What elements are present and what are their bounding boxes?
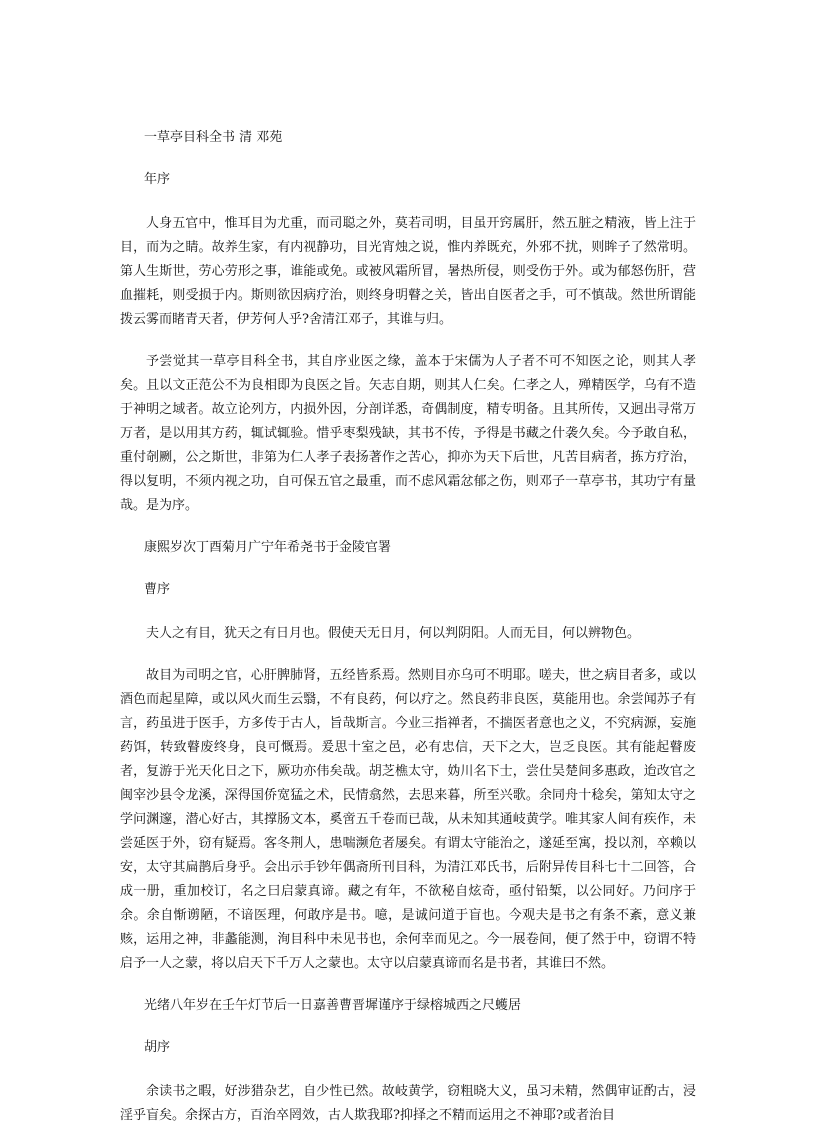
- section-heading-hu: 胡序: [144, 1040, 171, 1055]
- section-heading-nian: 年序: [144, 172, 171, 187]
- paragraph: 夫人之有目，犹天之有日月也。假使天无日月，何以判阴阳。人而无目，何以辨物色。: [146, 626, 641, 641]
- signature-nian: 康熙岁次丁酉菊月广宁年希尧书于金陵官署: [144, 540, 392, 555]
- paragraph: 故目为司明之官，心肝脾肺肾，五经皆系焉。然则目亦乌可不明耶。嗟夫，世之病目者多，或以酒色而起星障，或以风火而生云翳，不有良药，何以疗之。然良药非良医，莫能用也。余尝闻苏子有言，药虽进于医手，方多传于古人，旨哉斯言。今业三指禅者，不揣医者意也之义，不究病源，妄施药饵，转致瞽废终身，良可慨焉。爰思十室之邑，必有忠信，天下之大，岂乏良医。其有能起瞽废者，复游于光天化日之下，厥功亦伟矣哉。胡芝樵太守，妫川名下士，尝仕吴楚间多惠政，迨改官之闽宰沙县令龙溪，深得国侨宽猛之术，民情翕然，去思来暮，所至兴歌。余同舟十稔矣，第知太守之学问渊邃，潜心好古，其撑肠文本，奚啻五千卷而已哉，从未知其通岐黄学。唯其家人间有疾作，未尝延医于外，窃有疑焉。客冬荆人，患喘濒危者屡矣。有谓太守能治之，遂延至寓，投以剂，卒赖以安，太守其扁鹊后身乎。会出示手钞年偶斋所刊目科，为清江邓氏书，后附异传目科七十二回答，合成一册，重加校订，名之曰启蒙真谛。藏之有年，不欲秘自炫奇，亟付铅椠，以公同好。乃问序于余。余自惭谫陋，不谙医理，何敢序是书。噫，是诚问道于盲也。今观夫是书之有条不紊，意义兼赅，运用之神，非蠡能测，洵目科中未见书也，余何幸而见之。今一展卷间，便了然于中，窃谓不特启予一人之蒙，将以启天下千万人之蒙也。太守以启蒙真谛而名是书者，其谁曰不然。: [120, 668, 696, 971]
- paragraph: 予尝觉其一草亭目科全书，其自序业医之缘，盖本于宋儒为人子者不可不知医之论，则其人孝矣。且以文正范公不为良相即为良医之旨。矢志自期，则其人仁矣。仁孝之人，殚精医学，乌有不造于神明之域者。故立论列方，内损外因，分剖详悉，奇偶制度，精专明备。且其所传，又迥出寻常万万者，是以用其方药，辄试辄验。惜乎枣梨残缺，其书不传，予得是书藏之什袭久矣。今予敢自私，重付剞劂，公之斯世，非第为仁人孝子表扬著作之苦心，抑亦为天下后世，凡苦目病者，拣方疗治，得以复明，不须内视之功，自可保五官之最重，而不虑风霜忿郁之伤，则邓子一草亭书，其功宁有量哉。是为序。: [120, 354, 696, 513]
- paragraph: 余读书之暇，好涉猎杂艺，自少性已然。故岐黄学，窃粗晓大义，虽习未精，然偶审证酌古，浸淫乎盲矣。余探古方，百治卒罔效，古人欺我耶?抑择之不精而运用之不神耶?或者治目: [120, 1084, 696, 1123]
- signature-cao: 光绪八年岁在壬午灯节后一日嘉善曹晋墀谨序于绿榕城西之尺蠖居: [144, 998, 522, 1013]
- section-heading-cao: 曹序: [144, 582, 171, 597]
- document-page: [120, 126, 696, 1128]
- paragraph: 人身五官中，惟耳目为尤重，而司聪之外，莫若司明，目虽开窍属肝，然五脏之精液，皆上注于目，而为之睛。故养生家，有内视静功，目光宵烛之说，惟内养既充，外邪不扰，则眸子了然常明。第人生斯世，劳心劳形之事，谁能或免。或被风霜所冒，暑热所侵，则受伤于外。或为郁怒伤肝，营血摧耗，则受损于内。斯则欲因病疗治，则终身明瞽之关，皆出自医者之手，可不慎哉。然世所谓能拨云雾而睹青天者，伊芳何人乎?舍清江邓子，其谁与归。: [120, 216, 696, 327]
- book-title: 一草亭目科全书 清 邓苑: [144, 130, 283, 145]
